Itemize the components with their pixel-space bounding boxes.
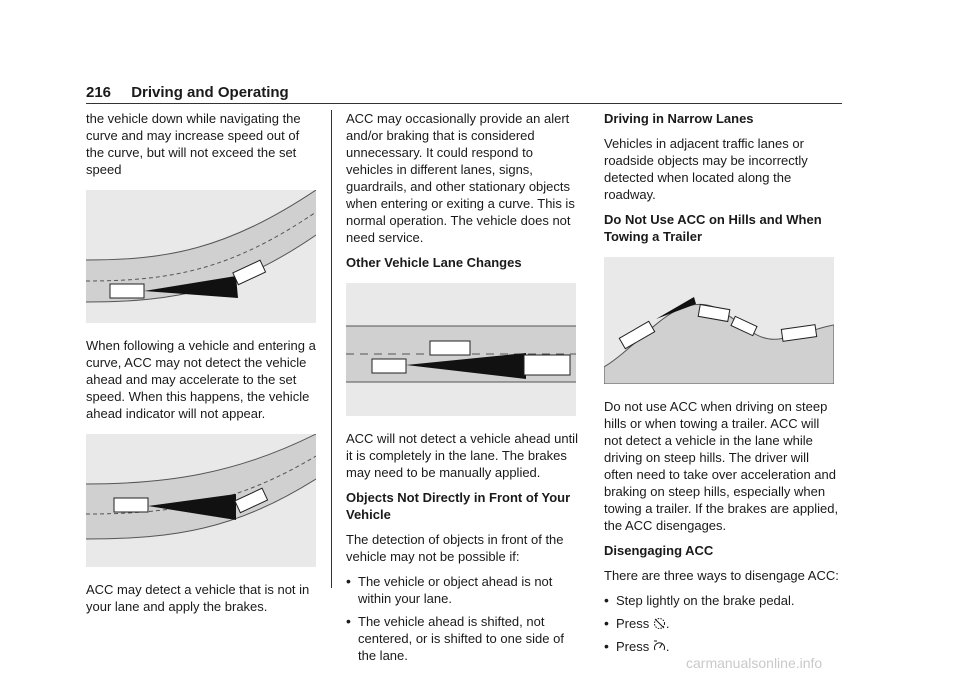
paragraph: ACC may detect a vehicle that is not in your lane and apply the brakes. [86,582,310,614]
list-item: • Step lightly on the brake pedal. [604,592,840,609]
column-3 [604,110,840,661]
list-item-text: Press [616,639,650,654]
list-item [604,638,840,655]
paragraph: There are three ways to disengage ACC: [604,568,839,583]
acc-cancel-icon [653,617,666,630]
curve-illustration-2 [86,434,316,567]
bullet-list [604,592,840,655]
header-rule [86,103,842,104]
page-header [86,84,289,101]
paragraph: ACC may occasionally provide an alert and/or braking that is considered unnecessary. It could respond to vehicles in different lanes, signs, guardrails, and other stationary objects when entering or exiting a curve. This is normal operation. The vehicle does not need service. [346,111,575,245]
bullet-list [346,573,578,664]
list-item-text: Press [616,616,650,631]
watermark-text: carmanualsonline.info [686,655,823,671]
subheading: Do Not Use ACC on Hills and When Towing a Trailer [604,212,822,244]
subheading: Disengaging ACC [604,543,714,558]
page-number: 216 [86,84,112,101]
acc-speedometer-icon [653,640,666,653]
list-item [604,615,840,632]
column-divider [331,110,332,588]
paragraph: The detection of objects in front of the vehicle may not be possible if: [346,532,564,564]
subheading: Driving in Narrow Lanes [604,111,754,126]
subheading: Other Vehicle Lane Changes [346,255,522,270]
paragraph: the vehicle down while navigating the curve and may increase speed out of the curve, but will not exceed the set speed [86,111,301,177]
lane-change-illustration [346,283,576,416]
paragraph: When following a vehicle and entering a curve, ACC may not detect the vehicle ahead and may accelerate to the set speed. When this happens, the vehicle ahead indicator will not appear. [86,338,316,421]
list-item-period: . [665,639,670,654]
paragraph: Do not use ACC when driving on steep hills or when towing a trailer. ACC will not detect a vehicle in the lane while driving on steep hills. The driver will often need to take over acceleration and braking on steep hills, especially when towing a trailer. If the brakes are applied, the ACC disengages. [604,399,839,533]
column-1 [86,110,318,623]
list-item: • The vehicle or object ahead is not within your lane. [346,573,578,607]
column-2 [346,110,578,670]
paragraph: Vehicles in adjacent traffic lanes or roadside objects may be incorrectly detected when located along the roadway. [604,136,808,202]
curve-illustration-1 [86,190,316,323]
paragraph: ACC will not detect a vehicle ahead until it is completely in the lane. The brakes may need to be manually applied. [346,431,578,480]
section-title: Driving and Operating [131,84,289,101]
subheading: Objects Not Directly in Front of Your Vehicle [346,490,571,522]
list-item: • The vehicle ahead is shifted, not centered, or is shifted to one side of the lane. [346,613,578,664]
hills-illustration [604,257,834,384]
list-item-period: . [665,616,670,631]
